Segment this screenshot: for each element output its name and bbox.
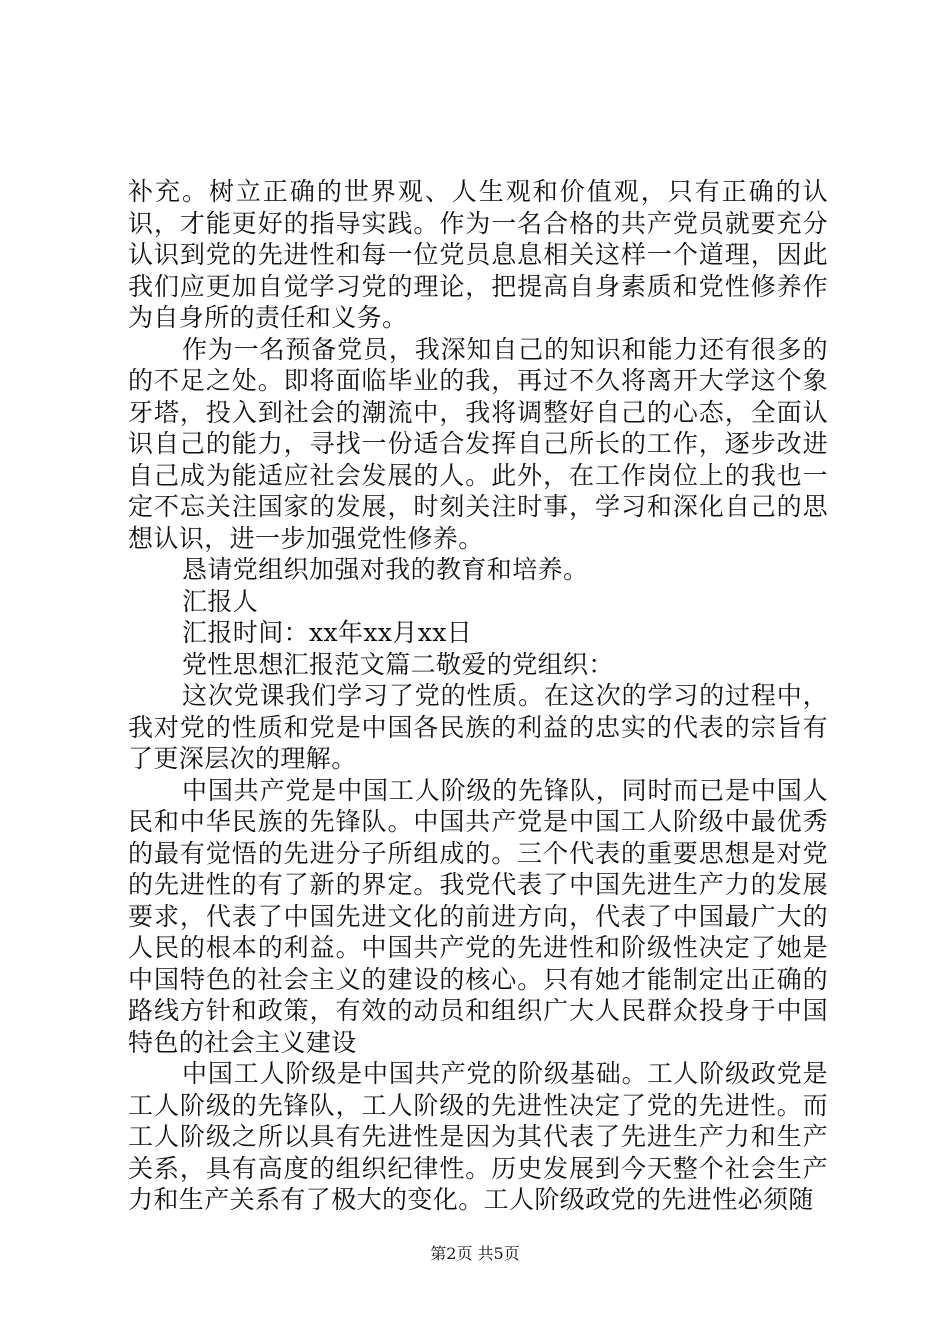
paragraph-7: 这次党课我们学习了党的性质。在这次的学习的过程中，我对党的性质和党是中国各民族的利益的忠实的代表的宗旨有了更深层次的理解。 [128,681,828,773]
paragraph-3: 恳请党组织加强对我的教育和培养。 [182,555,589,584]
reporter-line: 汇报人 [182,586,259,616]
report-date-line: 汇报时间：xx年xx月xx日 [182,618,473,647]
paragraph-2: 作为一名预备党员，我深知自己的知识和能力还有很多的的不足之处。即将面临毕业的我，再过不久将离开大学这个象牙塔，投入到社会的潮流中，我将调整好自己的心态，全面认识自己的能力，寻找一份适合发挥自己所长的工作，逐步改进自己成为能适应社会发展的人。此外，在工作岗位上的我也一定不忘关注国家的发展，时刻关注时事，学习和深化自己的思想认识，进一步加强党性修养。 [128,334,828,553]
paragraph-1: 补充。树立正确的世界观、人生观和价值观，只有正确的认识，才能更好的指导实践。作为一名合格的共产党员就要充分认识到党的先进性和每一位党员息息相关这样一个道理，因此我们应更加自觉学习党的理论，把提高自身素质和党性修养作为自身所的责任和义务。 [128,177,828,332]
page-footer: 第2页 共5页 [430,1244,520,1263]
section-heading: 党性思想汇报范文篇二敬爱的党组织： [182,649,614,679]
document-body [128,176,828,1216]
paragraph-9: 中国工人阶级是中国共产党的阶级基础。工人阶级政党是工人阶级的先锋队，工人阶级的先进性决定了党的先进性。而工人阶级之所以具有先进性是因为其代表了先进生产力和生产关系，具有高度的组织纪律性。历史发展到今天整个社会生产力和生产关系有了极大的变化。工人阶级政党的先进性必须随 [128,1059,828,1214]
paragraph-8: 中国共产党是中国工人阶级的先锋队，同时而已是中国人民和中华民族的先锋队。中国共产党是中国工人阶级中最优秀的最有觉悟的先进分子所组成的。三个代表的重要思想是对党的先进性的有了新的界定。我党代表了中国先进生产力的发展要求，代表了中国先进文化的前进方向，代表了中国最广大的人民的根本的利益。中国共产党的先进性和阶级性决定了她是中国特色的社会主义的建设的核心。只有她才能制定出正确的路线方针和政策，有效的动员和组织广大人民群众投身于中国特色的社会主义建设 [128,775,828,1057]
